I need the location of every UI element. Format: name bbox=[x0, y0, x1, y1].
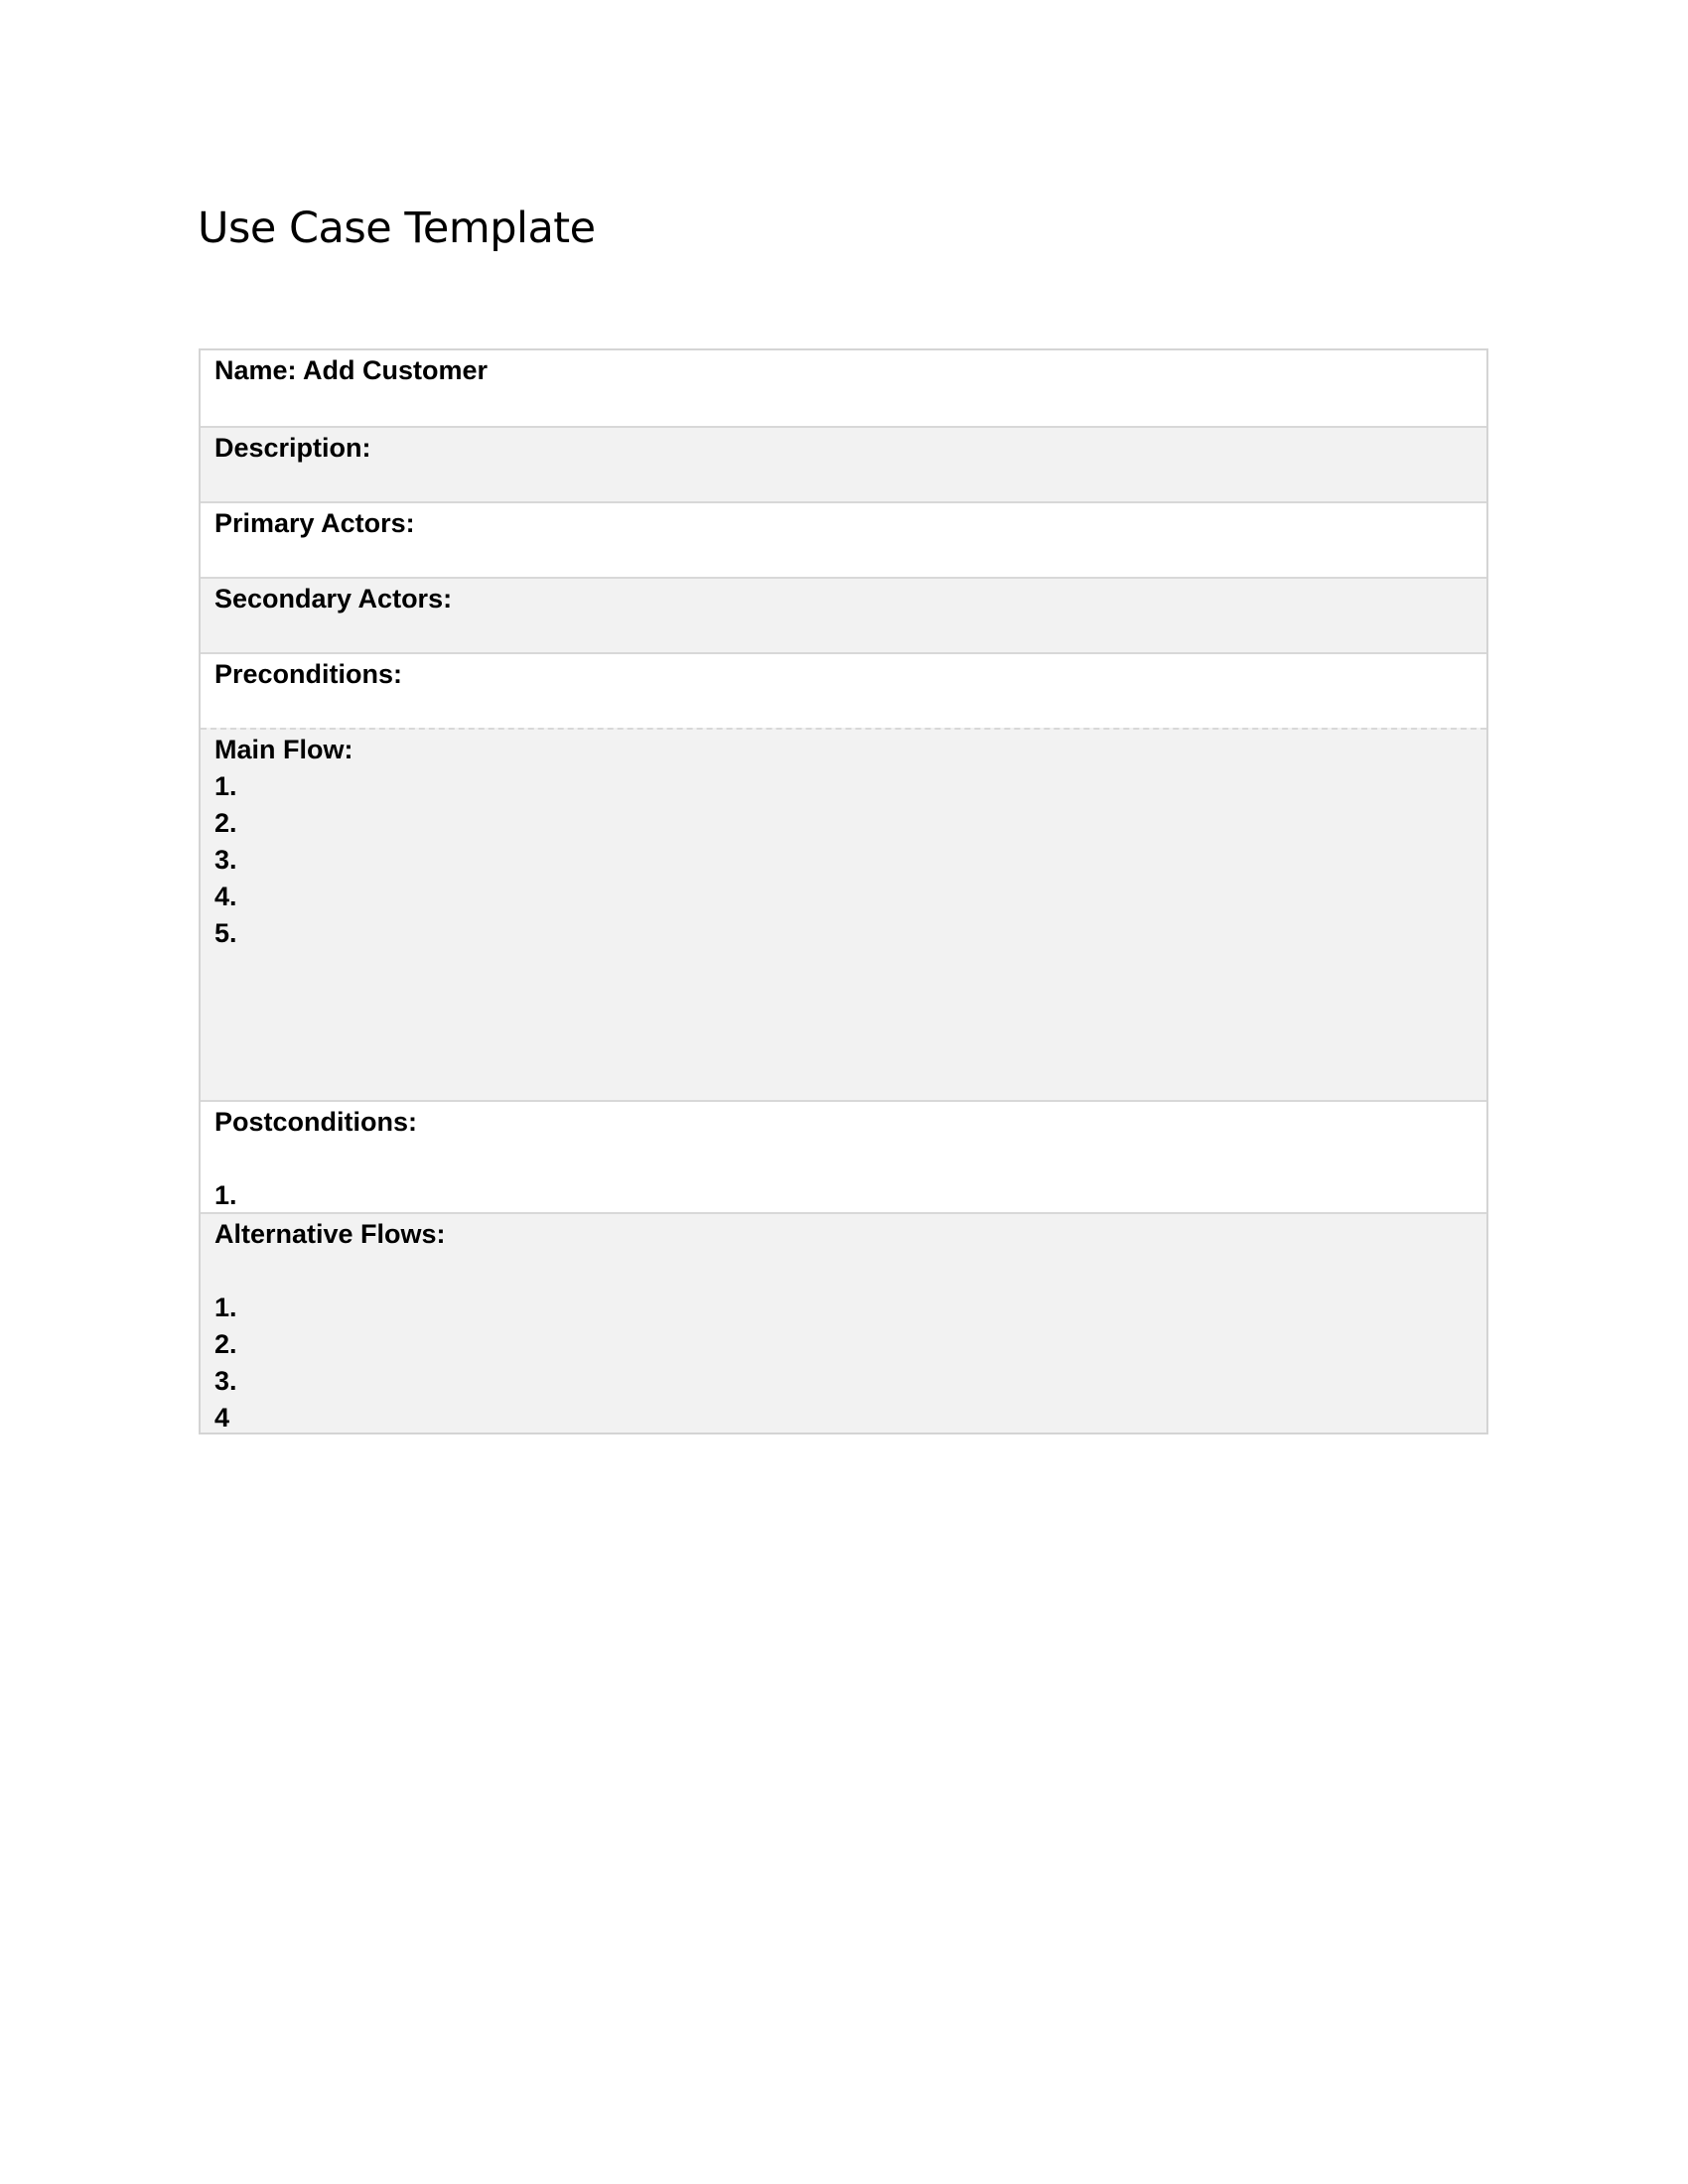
row-preconditions[interactable] bbox=[201, 652, 1486, 728]
page-title: Use Case Template bbox=[198, 204, 596, 253]
row-label: Primary Actors: bbox=[214, 508, 415, 538]
list-item: 5. bbox=[214, 918, 237, 948]
row-name[interactable] bbox=[201, 350, 1486, 426]
row-alternative-flows[interactable] bbox=[201, 1212, 1486, 1433]
use-case-table bbox=[199, 348, 1488, 1434]
list-item: 4. bbox=[214, 882, 237, 911]
list-item: 1. bbox=[214, 1180, 237, 1210]
row-label: Postconditions: bbox=[214, 1107, 417, 1137]
spacer bbox=[214, 1253, 1473, 1290]
row-label: Preconditions: bbox=[214, 659, 403, 689]
row-primary-actors[interactable] bbox=[201, 501, 1486, 577]
row-secondary-actors[interactable] bbox=[201, 577, 1486, 652]
list-item: 4 bbox=[214, 1403, 230, 1433]
row-label: Secondary Actors: bbox=[214, 584, 453, 614]
list-item: 1. bbox=[214, 1293, 237, 1322]
list-item: 2. bbox=[214, 808, 237, 838]
row-postconditions[interactable] bbox=[201, 1100, 1486, 1212]
row-label: Name: Add Customer bbox=[214, 355, 489, 385]
row-label: Main Flow: bbox=[214, 735, 353, 764]
list-item: 3. bbox=[214, 1366, 237, 1396]
row-main-flow[interactable] bbox=[201, 728, 1486, 1100]
row-label: Description: bbox=[214, 433, 371, 463]
list-item: 2. bbox=[214, 1329, 237, 1359]
list-item: 3. bbox=[214, 845, 237, 875]
row-description[interactable] bbox=[201, 426, 1486, 501]
row-label: Alternative Flows: bbox=[214, 1219, 446, 1249]
spacer bbox=[214, 1141, 1473, 1177]
list-item: 1. bbox=[214, 771, 237, 801]
